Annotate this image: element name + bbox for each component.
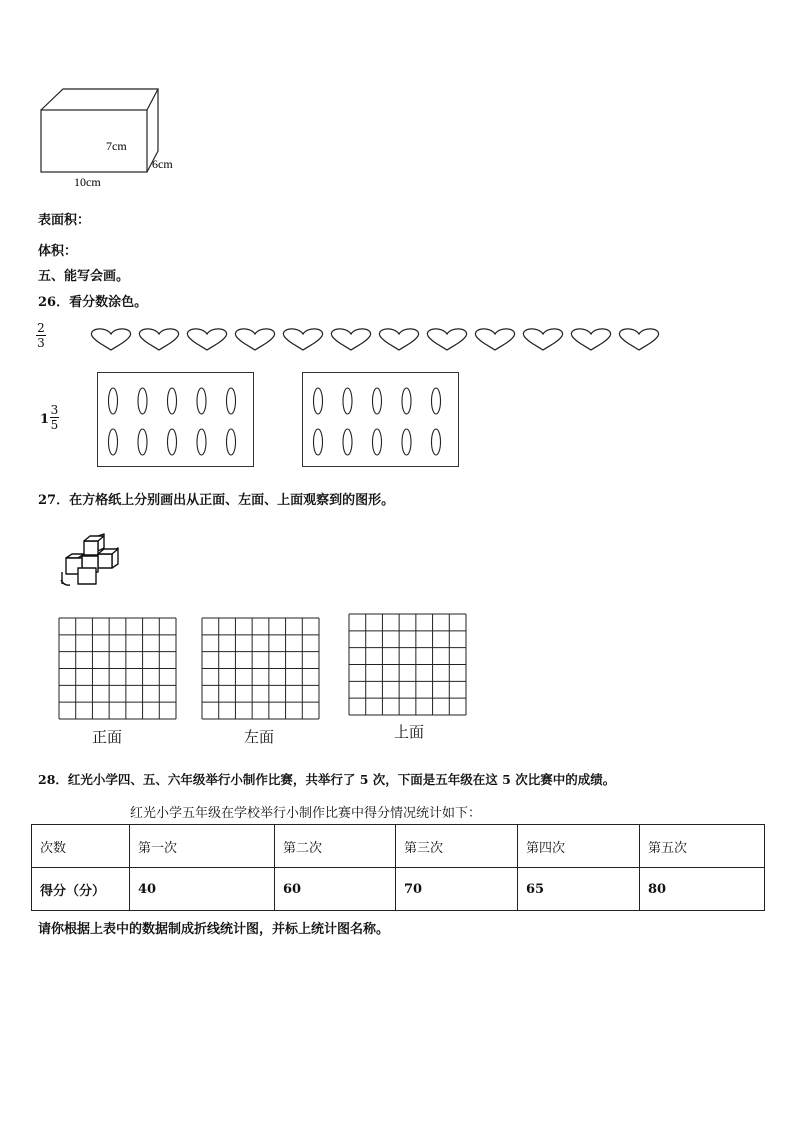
heart-shape[interactable] xyxy=(571,329,610,350)
grid-left-view[interactable] xyxy=(201,617,320,720)
cube-right-front xyxy=(98,554,112,568)
surface-area-prompt: 表面积： xyxy=(38,213,91,228)
heart-shape[interactable] xyxy=(139,329,178,350)
volume-prompt: 体积： xyxy=(38,244,78,259)
cube-stack-figure xyxy=(58,532,136,588)
hearts-row[interactable] xyxy=(88,324,668,354)
oval-shape[interactable] xyxy=(109,388,118,414)
fraction-numerator: 2 xyxy=(37,321,45,335)
question-28-instruction: 请你根据上表中的数据制成折线统计图，并标上统计图名称。 xyxy=(38,922,390,937)
table-cell: 第一次 xyxy=(130,825,275,868)
question-28-text: 28．红光小学四、五、六年级举行小制作比赛，共举行了 5 次，下面是五年级在这 5 次比赛中的成绩。 xyxy=(38,772,616,787)
oval-box-2 xyxy=(302,372,459,467)
grid-label-left: 左面 xyxy=(244,728,275,746)
mixed-number-whole: 1 xyxy=(40,412,50,427)
oval-shape[interactable] xyxy=(227,388,236,414)
question-27-text: 27．在方格纸上分别画出从正面、左面、上面观察到的图形。 xyxy=(38,493,395,508)
heart-shape[interactable] xyxy=(235,329,274,350)
table-cell: 60 xyxy=(275,868,396,911)
cuboid-height-label: 7cm xyxy=(106,139,127,153)
oval-shape[interactable] xyxy=(197,429,206,455)
heart-shape[interactable] xyxy=(379,329,418,350)
heart-shape[interactable] xyxy=(91,329,130,350)
table-cell: 第五次 xyxy=(640,825,765,868)
oval-shape[interactable] xyxy=(343,388,352,414)
cuboid-length-label: 10cm xyxy=(74,175,101,189)
oval-shape[interactable] xyxy=(373,388,382,414)
oval-shape[interactable] xyxy=(109,429,118,455)
mixed-number xyxy=(40,404,60,436)
question-26-text: 26．看分数涂色。 xyxy=(38,295,148,310)
cube-top-front xyxy=(84,541,98,555)
table-cell: 次数 xyxy=(32,825,130,868)
oval-shape[interactable] xyxy=(314,429,323,455)
table-title: 红光小学五年级在学校举行小制作比赛中得分情况统计如下： xyxy=(130,806,482,821)
fraction-denominator: 3 xyxy=(37,336,45,350)
oval-box-1 xyxy=(97,372,254,467)
grid-top-view[interactable] xyxy=(348,613,467,716)
oval-shape[interactable] xyxy=(138,388,147,414)
fraction-numerator: 3 xyxy=(50,403,59,417)
heart-shape[interactable] xyxy=(283,329,322,350)
grid-label-front: 正面 xyxy=(92,728,123,746)
heart-shape[interactable] xyxy=(331,329,370,350)
oval-shape[interactable] xyxy=(227,429,236,455)
heart-shape[interactable] xyxy=(475,329,514,350)
score-table xyxy=(31,824,765,911)
oval-shape[interactable] xyxy=(197,388,206,414)
cuboid-figure xyxy=(30,80,190,190)
mixed-number-fraction xyxy=(50,404,59,431)
table-cell: 80 xyxy=(640,868,765,911)
table-header-row xyxy=(32,825,765,868)
cuboid-top-face xyxy=(41,89,158,110)
oval-shape[interactable] xyxy=(402,388,411,414)
table-cell: 得分（分） xyxy=(32,868,130,911)
oval-shape[interactable] xyxy=(402,429,411,455)
table-cell: 第四次 xyxy=(518,825,640,868)
cube-bottom-front xyxy=(78,568,96,584)
fraction-denominator: 5 xyxy=(50,418,59,432)
heart-shape[interactable] xyxy=(427,329,466,350)
oval-shape[interactable] xyxy=(168,429,177,455)
oval-shape[interactable] xyxy=(373,429,382,455)
grid-front-view[interactable] xyxy=(58,617,177,720)
heart-shape[interactable] xyxy=(523,329,562,350)
oval-shape[interactable] xyxy=(138,429,147,455)
cuboid-front-face xyxy=(41,110,147,172)
oval-shape[interactable] xyxy=(432,429,441,455)
oval-shape[interactable] xyxy=(343,429,352,455)
table-cell: 第三次 xyxy=(396,825,518,868)
oval-shape[interactable] xyxy=(314,388,323,414)
table-cell: 65 xyxy=(518,868,640,911)
section-five-heading: 五、能写会画。 xyxy=(38,269,130,284)
heart-shape[interactable] xyxy=(619,329,658,350)
table-score-row xyxy=(32,868,765,911)
oval-shape[interactable] xyxy=(432,388,441,414)
fraction-two-thirds xyxy=(36,322,46,349)
heart-shape[interactable] xyxy=(187,329,226,350)
oval-set-1[interactable] xyxy=(98,373,253,466)
oval-set-2[interactable] xyxy=(303,373,458,466)
table-cell: 70 xyxy=(396,868,518,911)
cuboid-depth-label: 6cm xyxy=(152,157,173,171)
oval-shape[interactable] xyxy=(168,388,177,414)
table-cell: 第二次 xyxy=(275,825,396,868)
table-cell: 40 xyxy=(130,868,275,911)
grid-label-top: 上面 xyxy=(394,723,425,741)
